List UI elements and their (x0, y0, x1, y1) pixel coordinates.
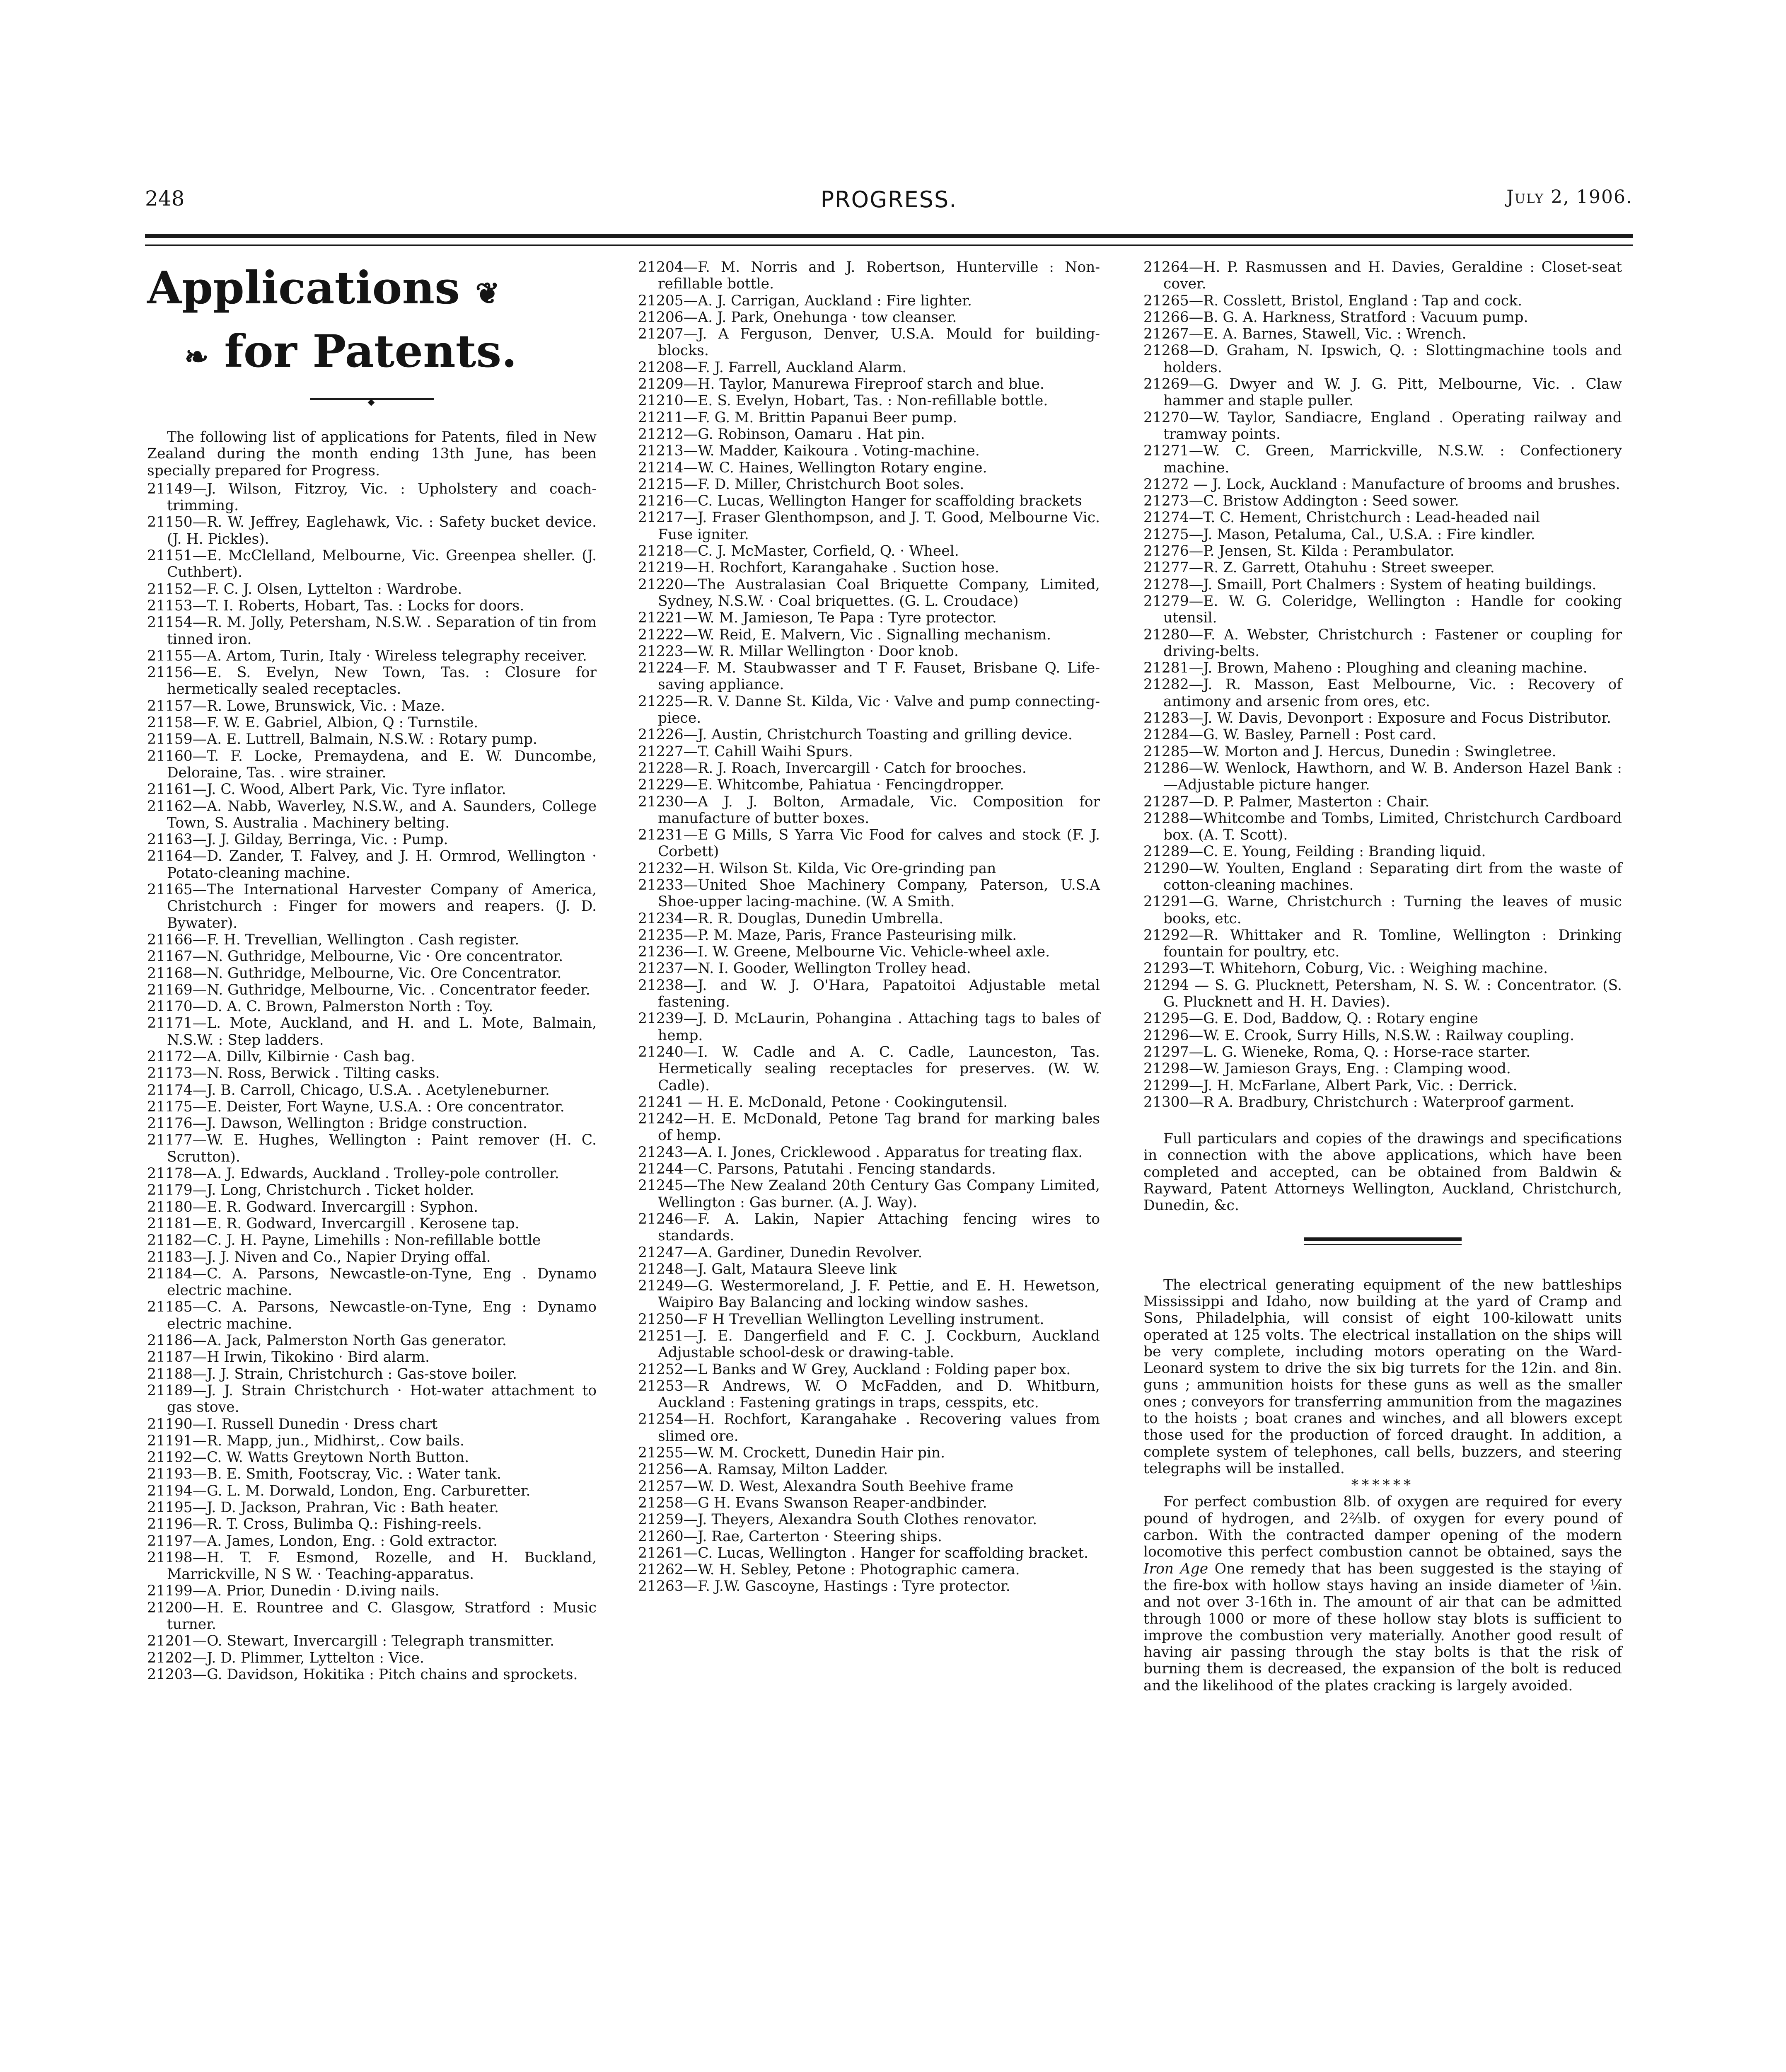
patent-entry: 21197—A. James, London, Eng. : Gold extractor. (147, 1532, 498, 1549)
patent-entry: 21223—W. R. Millar Wellington · Door knob. (638, 643, 959, 660)
patent-entry: 21215—F. D. Miller, Christchurch Boot soles. (638, 476, 964, 493)
patent-entry: 21296—W. E. Crook, Surry Hills, N.S.W. : Railway coupling. (1143, 1027, 1575, 1044)
patent-entry: 21263—F. J.W. Gascoyne, Hastings : Tyre protector. (638, 1578, 1010, 1595)
patent-entry: 21242—H. E. McDonald, Petone Tag brand for marking bales of hemp. (638, 1111, 1100, 1144)
patent-entry: 21300—R A. Bradbury, Christchurch : Waterproof garment. (1143, 1094, 1575, 1111)
patent-entry: 21262—W. H. Sebley, Petone : Photographic camera. (638, 1561, 1020, 1578)
patent-entry: 21239—J. D. McLaurin, Pohangina . Attaching tags to bales of hemp. (638, 1010, 1100, 1044)
patent-entry: 21173—N. Ross, Berwick . Tilting casks. (147, 1065, 440, 1082)
patent-entry: 21282—J. R. Masson, East Melbourne, Vic. : Recovery of antimony and arsenic from ores, etc. (1143, 676, 1622, 710)
patent-entry: 21246—F. A. Lakin, Napier Attaching fencing wires to standards. (638, 1210, 1100, 1244)
patent-entry: 21151—E. McClelland, Melbourne, Vic. Greenpea sheller. (J. Cuthbert). (147, 547, 597, 581)
patent-entry: 21165—The International Harvester Company of America, Christchurch : Finger for mowers and reapers. (J. D. Bywater). (147, 881, 597, 932)
patent-entry: 21245—The New Zealand 20th Century Gas Company Limited, Wellington : Gas burner. (A. J. Way). (638, 1177, 1100, 1211)
patent-entry: 21182—C. J. H. Payne, Limehills : Non-refillable bottle (147, 1232, 541, 1249)
patent-entry: 21158—F. W. E. Gabriel, Albion, Q : Turnstile. (147, 714, 479, 731)
patent-entry: 21210—E. S. Evelyn, Hobart, Tas. : Non-refillable bottle. (638, 392, 1048, 409)
combustion-paragraph (1143, 1493, 1622, 1694)
patent-entry: 21273—C. Bristow Addington : Seed sower. (1143, 493, 1459, 510)
ornament-icon: ❦ (475, 276, 500, 310)
patent-entry: 21161—J. C. Wood, Albert Park, Vic. Tyre inflator. (147, 781, 506, 798)
patent-entry: 21277—R. Z. Garrett, Otahuhu : Street sweeper. (1143, 559, 1495, 576)
title-divider (310, 397, 434, 407)
journal-title: PROGRESS. (820, 186, 957, 213)
patent-entry: 21269—G. Dwyer and W. J. G. Pitt, Melbourne, Vic. . Claw hammer and staple puller. (1143, 376, 1622, 409)
patent-entry: 21280—F. A. Webster, Christchurch : Fastener or coupling for driving-belts. (1143, 626, 1622, 660)
patent-entry: 21163—J. J. Gilday, Berringa, Vic. : Pump. (147, 831, 448, 848)
column-1 (147, 259, 597, 1683)
column-3 (1143, 259, 1622, 1694)
patent-entry: 21276—P. Jensen, St. Kilda : Perambulator. (1143, 543, 1455, 560)
patent-entry: 21274—T. C. Hement, Christchurch : Lead-headed nail (1143, 509, 1540, 526)
star-separator: ****** (1351, 1477, 1414, 1494)
patent-entry: 21295—G. E. Dod, Baddow, Q. : Rotary engine (1143, 1010, 1478, 1027)
patent-entry: 21189—J. J. Strain Christchurch · Hot-water attachment to gas stove. (147, 1382, 597, 1416)
patent-entry: 21230—A J. J. Bolton, Armadale, Vic. Composition for manufacture of butter boxes. (638, 793, 1100, 827)
patent-entry: 21235—P. M. Maze, Paris, France Pasteurising milk. (638, 927, 1017, 944)
patent-entry: 21169—N. Guthridge, Melbourne, Vic. . Concentrator feeder. (147, 981, 590, 998)
patent-entry: 21202—J. D. Plimmer, Lyttelton : Vice. (147, 1649, 424, 1666)
patent-entry: 21258—G H. Evans Swanson Reaper-andbinder. (638, 1494, 987, 1511)
patent-entry: 21193—B. E. Smith, Footscray, Vic. : Water tank. (147, 1466, 501, 1483)
patent-entry: 21167—N. Guthridge, Melbourne, Vic · Ore concentrator. (147, 948, 563, 965)
patent-entry: 21208—F. J. Farrell, Auckland Alarm. (638, 359, 907, 376)
patent-entry: 21250—F H Trevellian Wellington Levelling instrument. (638, 1311, 1044, 1328)
battleships-paragraph: The electrical generating equipment of the new battleships Mississippi and Idaho, now building at the yard of Cramp and Sons, Philadelphia, will consist of eight 100-kilowatt units operated at 125 volts. The electrical installation on the ships will be very complete, including motors operating on the Ward-Leonard system to drive the six big turrets for the 12in. and 8in. guns ; ammunition hoists for these guns as well as the smaller ones ; conveyors for transferring ammunition from the magazines to the hoists ; boat cranes and winches, and all blowers except those used for the production of forced draught. In addition, a complete system of telephones, call bells, buzzers, and steering telegraphs will be installed. (1143, 1276, 1622, 1477)
patent-entry: 21178—A. J. Edwards, Auckland . Trolley-pole controller. (147, 1165, 559, 1182)
patent-entry: 21171—L. Mote, Auckland, and H. and L. Mote, Balmain, N.S.W. : Step ladders. (147, 1015, 597, 1048)
patent-entry: 21291—G. Warne, Christchurch : Turning the leaves of music books, etc. (1143, 893, 1622, 927)
patent-entry: 21209—H. Taylor, Manurewa Fireproof starch and blue. (638, 376, 1044, 393)
patent-entry: 21181—E. R. Godward, Invercargill . Kerosene tap. (147, 1215, 520, 1232)
patent-entry: 21229—E. Whitcombe, Pahiatua · Fencingdropper. (638, 777, 1004, 794)
patent-entry: 21240—I. W. Cadle and A. C. Cadle, Launceston, Tas. Hermetically sealing receptacles for preserves. (W. W. Cadle). (638, 1043, 1100, 1094)
patent-entry: 21266—B. G. A. Harkness, Stratford : Vacuum pump. (1143, 309, 1528, 326)
patent-entry: 21186—A. Jack, Palmerston North Gas generator. (147, 1332, 507, 1349)
patent-entry: 21194—G. L. M. Dorwald, London, Eng. Carburetter. (147, 1482, 531, 1499)
patent-entry: 21156—E. S. Evelyn, New Town, Tas. : Closure for hermetically sealed receptacles. (147, 664, 597, 698)
patent-entry: 21221—W. M. Jamieson, Te Papa : Tyre protector. (638, 610, 997, 627)
patent-entry: 21249—G. Westermoreland, J. F. Pettie, and E. H. Hewetson, Waipiro Bay Balancing and locking window sashes. (638, 1278, 1100, 1311)
patent-entry: 21236—I. W. Greene, Melbourne Vic. Vehicle-wheel axle. (638, 944, 1050, 961)
combustion-text-2: One remedy that has been suggested is the staying of the fire-box with hollow stays having an inside diameter of ⅛in. and not over 3-16th in. The amount of air that can be admitted through 1000 or more of these hollow stay blots is sufficient to improve the combustion very materially. Another good result of having air passing through the stay bolts is that the risk of burning them is decreased, the expansion of the bolt is reduced and the likelihood of the plates cracking is largely avoided. (1143, 1560, 1622, 1694)
patent-entry: 21281—J. Brown, Maheno : Ploughing and cleaning machine. (1143, 660, 1588, 677)
patent-entry: 21255—W. M. Crockett, Dunedin Hair pin. (638, 1445, 945, 1462)
patent-entry: 21234—R. R. Douglas, Dunedin Umbrella. (638, 910, 944, 927)
patent-entry: 21267—E. A. Barnes, Stawell, Vic. : Wrench. (1143, 326, 1467, 343)
patent-entry: 21299—J. H. McFarlane, Albert Park, Vic. : Derrick. (1143, 1077, 1518, 1094)
patent-entry: 21188—J. J. Strain, Christchurch : Gas-stove boiler. (147, 1365, 517, 1382)
patent-entry: 21257—W. D. West, Alexandra South Beehive frame (638, 1478, 1014, 1495)
section-divider (1304, 1237, 1462, 1245)
closing-paragraph: Full particulars and copies of the drawings and specifications in connection with the above applications, which have been completed and accepted, can be obtained from Baldwin & Rayward, Patent Attorneys Wellington, Auckland, Christchurch, Dunedin, &c. (1143, 1130, 1622, 1214)
patent-list-col2 (638, 259, 1100, 1595)
patent-entry: 21292—R. Whittaker and R. Tomline, Wellington : Drinking fountain for poultry, etc. (1143, 927, 1622, 961)
patent-entry: 21287—D. P. Palmer, Masterton : Chair. (1143, 793, 1430, 810)
patent-entry: 21279—E. W. G. Coleridge, Wellington : Handle for cooking utensil. (1143, 593, 1622, 627)
issue-date: July 2, 1906. (1506, 186, 1633, 208)
patent-entry: 21294 — S. G. Plucknett, Petersham, N. S. W. : Concentrator. (S. G. Plucknett and H. H. Davies). (1143, 977, 1622, 1011)
title-line-2: for Patents. (224, 325, 517, 378)
patent-entry: 21152—F. C. J. Olsen, Lyttelton : Wardrobe. (147, 581, 462, 598)
patent-entry: 21218—C. J. McMaster, Corfield, Q. · Wheel. (638, 543, 959, 560)
patent-entry: 21220—The Australasian Coal Briquette Company, Limited, Sydney, N.S.W. · Coal briquettes. (G. L. Croudace) (638, 576, 1100, 610)
patent-entry: 21243—A. I. Jones, Cricklewood . Apparatus for treating flax. (638, 1144, 1083, 1161)
patent-entry: 21205—A. J. Carrigan, Auckland : Fire lighter. (638, 292, 972, 309)
patent-entry: 21247—A. Gardiner, Dunedin Revolver. (638, 1244, 923, 1261)
patent-entry: 21204—F. M. Norris and J. Robertson, Hunterville : Non-refillable bottle. (638, 259, 1100, 293)
patent-entry: 21233—United Shoe Machinery Company, Paterson, U.S.A Shoe-upper lacing-machine. (W. A Smith. (638, 876, 1100, 910)
patent-entry: 21270—W. Taylor, Sandiacre, England . Operating railway and tramway points. (1143, 409, 1622, 443)
patent-entry: 21196—R. T. Cross, Bulimba Q.: Fishing-reels. (147, 1516, 482, 1533)
patent-entry: 21164—D. Zander, T. Falvey, and J. H. Ormrod, Wellington · Potato-cleaning machine. (147, 848, 597, 881)
patent-entry: 21162—A. Nabb, Waverley, N.S.W., and A. Saunders, College Town, S. Australia . Machinery belting. (147, 798, 597, 831)
running-head (145, 186, 1633, 228)
title-line-1: Applications (147, 262, 460, 314)
patent-entry: 21293—T. Whitehorn, Coburg, Vic. : Weighing machine. (1143, 960, 1548, 977)
patent-entry: 21289—C. E. Young, Feilding : Branding liquid. (1143, 843, 1486, 860)
patent-entry: 21290—W. Youlten, England : Separating dirt from the waste of cotton-cleaning machines. (1143, 860, 1622, 893)
patent-entry: 21217—J. Fraser Glenthompson, and J. T. Good, Melbourne Vic. Fuse igniter. (638, 509, 1100, 543)
patent-entry: 21155—A. Artom, Turin, Italy · Wireless telegraphy receiver. (147, 647, 587, 664)
patent-entry: 21216—C. Lucas, Wellington Hanger for scaffolding brackets (638, 493, 1082, 510)
patent-entry: 21206—A. J. Park, Onehunga · tow cleanser. (638, 309, 957, 326)
patent-entry: 21203—G. Davidson, Hokitika : Pitch chains and sprockets. (147, 1666, 578, 1683)
patent-entry: 21271—W. C. Green, Marrickville, N.S.W. : Confectionery machine. (1143, 443, 1622, 476)
patent-entry: 21200—H. E. Rountree and C. Glasgow, Stratford : Music turner. (147, 1599, 597, 1633)
patent-entry: 21224—F. M. Staubwasser and T F. Fauset, Brisbane Q. Life-saving appliance. (638, 660, 1100, 693)
patent-entry: 21252—L Banks and W Grey, Auckland : Folding paper box. (638, 1361, 1071, 1378)
patent-entry: 21175—E. Deister, Fort Wayne, U.S.A. : Ore concentrator. (147, 1098, 565, 1115)
patent-entry: 21192—C. W. Watts Greytown North Button. (147, 1449, 469, 1466)
patent-entry: 21231—E G Mills, S Yarra Vic Food for calves and stock (F. J. Corbett) (638, 827, 1100, 860)
patent-entry: 21237—N. I. Gooder, Wellington Trolley head. (638, 960, 971, 977)
patent-list-col1 (147, 481, 597, 1683)
diamond-icon: ◆ (367, 397, 375, 407)
page-number: 248 (145, 186, 185, 211)
patent-entry: 21226—J. Austin, Christchurch Toasting and grilling device. (638, 726, 1073, 743)
patent-entry: 21185—C. A. Parsons, Newcastle-on-Tyne, Eng : Dynamo electric machine. (147, 1299, 597, 1332)
patent-list-col3 (1143, 259, 1622, 1111)
patent-entry: 21191—R. Mapp, jun., Midhirst,. Cow bails. (147, 1432, 464, 1449)
patent-entry: 21172—A. Dillv, Kilbirnie · Cash bag. (147, 1048, 415, 1065)
patent-entry: 21159—A. E. Luttrell, Balmain, N.S.W. : Rotary pump. (147, 731, 537, 748)
patent-entry: 21260—J. Rae, Carterton · Steering ships. (638, 1528, 942, 1545)
patent-entry: 21241 — H. E. McDonald, Petone · Cookingutensil. (638, 1094, 1008, 1111)
patent-entry: 21256—A. Ramsay, Milton Ladder. (638, 1461, 888, 1478)
patent-entry: 21198—H. T. F. Esmond, Rozelle, and H. Buckland, Marrickville, N S W. · Teaching-apparatus. (147, 1549, 597, 1583)
patent-entry: 21168—N. Guthridge, Melbourne, Vic. Ore Concentrator. (147, 965, 562, 982)
patent-entry: 21219—H. Rochfort, Karangahake . Suction hose. (638, 559, 999, 576)
patent-entry: 21213—W. Madder, Kaikoura . Voting-machine. (638, 443, 980, 460)
patent-entry: 21160—T. F. Locke, Premaydena, and E. W. Duncombe, Deloraine, Tas. . wire strainer. (147, 748, 597, 781)
patent-entry: 21232—H. Wilson St. Kilda, Vic Ore-grinding pan (638, 860, 996, 877)
patent-entry: 21244—C. Parsons, Patutahi . Fencing standards. (638, 1161, 996, 1178)
combustion-text-1: For perfect combustion 8lb. of oxygen are required for every pound of hydrogen, and 2⅔lb. of oxygen for every pound of carbon. With the contracted damper opening of the modern locomotive this perfect combustion cannot be obtained, says the (1143, 1493, 1622, 1561)
patent-entry: 21150—R. W. Jeffrey, Eaglehawk, Vic. : Safety bucket device. (J. H. Pickles). (147, 514, 597, 547)
patent-entry: 21251—J. E. Dangerfield and F. C. J. Cockburn, Auckland Adjustable school-desk or drawing-table. (638, 1328, 1100, 1361)
patent-entry: 21272 — J. Lock, Auckland : Manufacture of brooms and brushes. (1143, 476, 1620, 493)
patent-entry: 21166—F. H. Trevellian, Wellington . Cash register. (147, 931, 520, 948)
column-2 (638, 259, 1100, 1595)
patent-entry: 21183—J. J. Niven and Co., Napier Drying offal. (147, 1249, 491, 1266)
patent-entry: 21222—W. Reid, E. Malvern, Vic . Signalling mechanism. (638, 626, 1051, 643)
patent-entry: 21253—R Andrews, W. O McFadden, and D. Whitburn, Auckland : Fastening gratings in traps, cesspits, etc. (638, 1377, 1100, 1411)
patent-entry: 21180—E. R. Godward. Invercargill : Syphon. (147, 1198, 479, 1215)
patent-entry: 21157—R. Lowe, Brunswick, Vic. : Maze. (147, 697, 445, 714)
patent-entry: 21225—R. V. Danne St. Kilda, Vic · Valve and pump connecting-piece. (638, 693, 1100, 727)
patent-entry: 21248—J. Galt, Mataura Sleeve link (638, 1261, 897, 1278)
patent-entry: 21259—J. Theyers, Alexandra South Clothes renovator. (638, 1511, 1037, 1528)
patent-entry: 21278—J. Smaill, Port Chalmers : System of heating buildings. (1143, 576, 1597, 593)
patent-entry: 21261—C. Lucas, Wellington . Hanger for scaffolding bracket. (638, 1544, 1088, 1561)
header-rule-thin (145, 244, 1633, 246)
source-citation: Iron Age (1143, 1560, 1208, 1577)
ornament-icon: ❧ (184, 339, 209, 374)
patent-entry: 21179—J. Long, Christchurch . Ticket holder. (147, 1182, 474, 1199)
patent-entry: 21264—H. P. Rasmussen and H. Davies, Geraldine : Closet-seat cover. (1143, 259, 1622, 293)
patent-entry: 21154—R. M. Jolly, Petersham, N.S.W. . Separation of tin from tinned iron. (147, 614, 597, 648)
patent-entry: 21285—W. Morton and J. Hercus, Dunedin : Swingletree. (1143, 743, 1556, 760)
patent-entry: 21297—L. G. Wieneke, Roma, Q. : Horse-race starter. (1143, 1043, 1531, 1060)
patent-entry: 21298—W. Jamieson Grays, Eng. : Clamping wood. (1143, 1060, 1511, 1077)
intro-paragraph: The following list of applications for Patents, filed in New Zealand during the month ending 13th June, has been specially prepared for Progress. (147, 429, 597, 479)
patent-entry: 21212—G. Robinson, Oamaru . Hat pin. (638, 426, 925, 443)
patent-entry: 21275—J. Mason, Petaluma, Cal., U.S.A. : Fire kindler. (1143, 526, 1535, 543)
patent-entry: 21228—R. J. Roach, Invercargill · Catch for brooches. (638, 760, 1027, 777)
patent-entry: 21153—T. I. Roberts, Hobart, Tas. : Locks for doors. (147, 597, 524, 614)
article-title (147, 259, 597, 386)
patent-entry: 21265—R. Cosslett, Bristol, England : Tap and cock. (1143, 292, 1523, 309)
patent-entry: 21288—Whitcombe and Tombs, Limited, Christchurch Cardboard box. (A. T. Scott). (1143, 810, 1622, 844)
patent-entry: 21201—O. Stewart, Invercargill : Telegraph transmitter. (147, 1633, 555, 1650)
patent-entry: 21177—W. E. Hughes, Wellington : Paint remover (H. C. Scrutton). (147, 1132, 597, 1165)
patent-entry: 21238—J. and W. J. O'Hara, Papatoitoi Adjustable metal fastening. (638, 977, 1100, 1011)
patent-entry: 21254—H. Rochfort, Karangahake . Recovering values from slimed ore. (638, 1411, 1100, 1445)
patent-entry: 21286—W. Wenlock, Hawthorn, and W. B. Anderson Hazel Bank :—Adjustable picture hanger. (1143, 760, 1622, 794)
patent-entry: 21211—F. G. M. Brittin Papanui Beer pump. (638, 409, 957, 426)
patent-entry: 21190—I. Russell Dunedin · Dress chart (147, 1416, 438, 1433)
patent-entry: 21284—G. W. Basley, Parnell : Post card. (1143, 726, 1437, 743)
patent-entry: 21227—T. Cahill Waihi Spurs. (638, 743, 853, 760)
patent-entry: 21195—J. D. Jackson, Prahran, Vic : Bath heater. (147, 1499, 499, 1516)
patent-entry: 21187—H Irwin, Tikokino · Bird alarm. (147, 1349, 430, 1366)
patent-entry: 21207—J. A Ferguson, Denver, U.S.A. Mould for building-blocks. (638, 326, 1100, 359)
patent-entry: 21184—C. A. Parsons, Newcastle-on-Tyne, Eng . Dynamo electric machine. (147, 1265, 597, 1299)
patent-entry: 21170—D. A. C. Brown, Palmerston North : Toy. (147, 998, 493, 1015)
patent-entry: 21214—W. C. Haines, Wellington Rotary engine. (638, 459, 987, 476)
patent-entry: 21174—J. B. Carroll, Chicago, U.S.A. . Acetyleneburner. (147, 1082, 550, 1099)
patent-entry: 21199—A. Prior, Dunedin · D.iving nails. (147, 1583, 440, 1600)
patent-entry: 21176—J. Dawson, Wellington : Bridge construction. (147, 1115, 527, 1132)
patent-entry: 21283—J. W. Davis, Devonport : Exposure and Focus Distributor. (1143, 710, 1611, 727)
header-rule (145, 234, 1633, 238)
patent-entry: 21149—J. Wilson, Fitzroy, Vic. : Upholstery and coach-trimming. (147, 480, 597, 514)
patent-entry: 21268—D. Graham, N. Ipswich, Q. : Slottingmachine tools and holders. (1143, 342, 1622, 376)
